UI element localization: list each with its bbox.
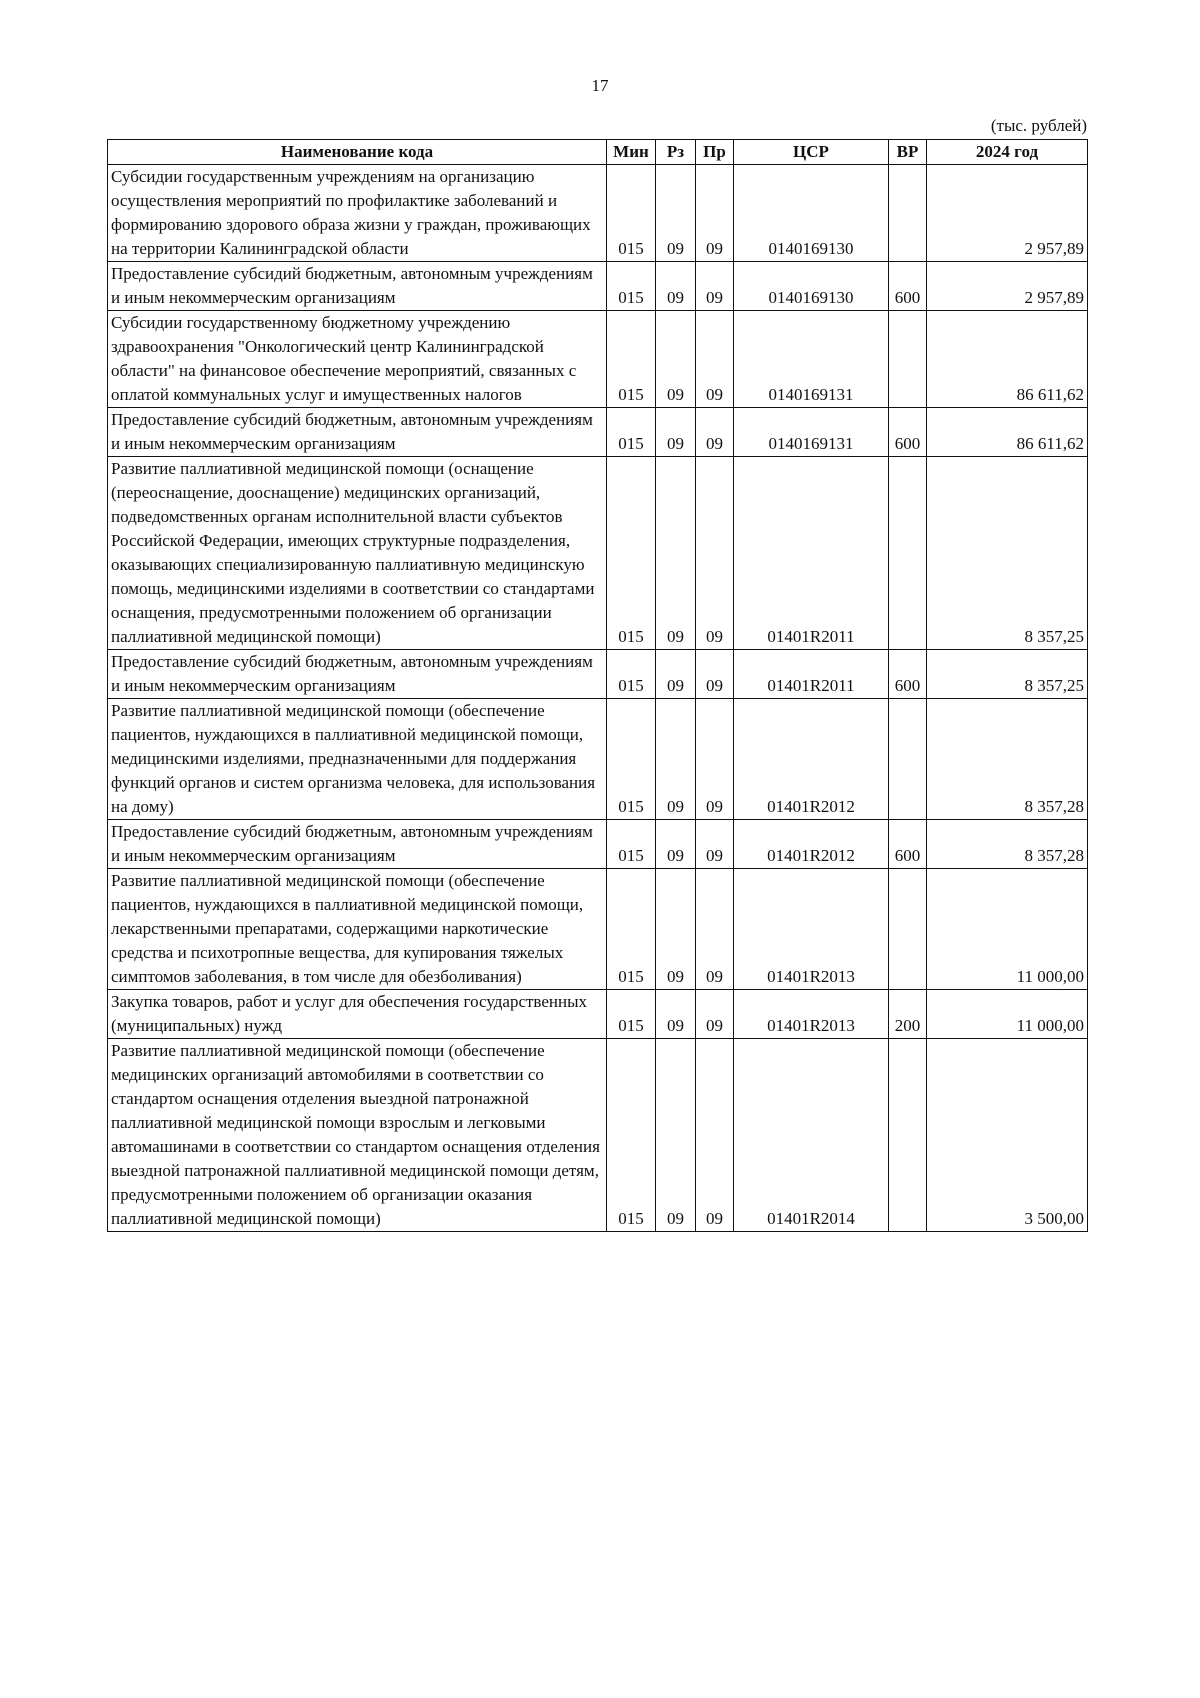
header-csr: ЦСР [734, 140, 889, 165]
cell-pr: 09 [696, 262, 734, 311]
cell-vr: 600 [889, 262, 927, 311]
table-row [108, 311, 1088, 408]
cell-vr [889, 1039, 927, 1232]
cell-vr [889, 869, 927, 990]
cell-vr [889, 311, 927, 408]
cell-pr: 09 [696, 699, 734, 820]
cell-name: Развитие паллиативной медицинской помощи (обеспечение медицинских организаций автомобилями в соответствии со стандартом оснащения отделения выездной патронажной паллиативной медицинской помощи взрослым и легковыми автомашинами в соответствии со стандартом оснащения отделения выездной патронажной паллиативной медицинской помощи детям, предусмотренными положением об организации оказания паллиативной медицинской помощи) [108, 1039, 607, 1232]
cell-csr: 01401R2012 [734, 699, 889, 820]
cell-csr: 0140169131 [734, 311, 889, 408]
table-row [108, 262, 1088, 311]
header-pr: Пр [696, 140, 734, 165]
header-rz: Рз [656, 140, 696, 165]
table-row [108, 1039, 1088, 1232]
cell-name: Развитие паллиативной медицинской помощи (обеспечение пациентов, нуждающихся в паллиативной медицинской помощи, медицинскими изделиями, предназначенными для поддержания функций органов и систем организма человека, для использования на дому) [108, 699, 607, 820]
cell-rz: 09 [656, 457, 696, 650]
cell-vr [889, 165, 927, 262]
cell-csr: 01401R2014 [734, 1039, 889, 1232]
cell-rz: 09 [656, 262, 696, 311]
cell-name: Развитие паллиативной медицинской помощи (обеспечение пациентов, нуждающихся в паллиативной медицинской помощи, лекарственными препаратами, содержащими наркотические средства и психотропные вещества, для купирования тяжелых симптомов заболевания, в том числе для обезболивания) [108, 869, 607, 990]
table-row [108, 408, 1088, 457]
cell-vr: 200 [889, 990, 927, 1039]
cell-min: 015 [607, 262, 656, 311]
cell-pr: 09 [696, 408, 734, 457]
cell-rz: 09 [656, 699, 696, 820]
cell-min: 015 [607, 311, 656, 408]
cell-name: Субсидии государственным учреждениям на организацию осуществления мероприятий по профилактике заболеваний и формированию здорового образа жизни у граждан, проживающих на территории Калининградской области [108, 165, 607, 262]
cell-csr: 01401R2013 [734, 869, 889, 990]
cell-pr: 09 [696, 820, 734, 869]
cell-amount: 86 611,62 [927, 311, 1088, 408]
header-name: Наименование кода [108, 140, 607, 165]
cell-rz: 09 [656, 650, 696, 699]
cell-min: 015 [607, 165, 656, 262]
table-header-row [108, 140, 1088, 165]
cell-vr: 600 [889, 408, 927, 457]
cell-csr: 01401R2011 [734, 650, 889, 699]
cell-min: 015 [607, 699, 656, 820]
cell-min: 015 [607, 408, 656, 457]
cell-csr: 0140169130 [734, 262, 889, 311]
cell-min: 015 [607, 990, 656, 1039]
cell-pr: 09 [696, 311, 734, 408]
cell-vr: 600 [889, 820, 927, 869]
cell-pr: 09 [696, 990, 734, 1039]
cell-amount: 8 357,28 [927, 699, 1088, 820]
cell-rz: 09 [656, 408, 696, 457]
header-vr: ВР [889, 140, 927, 165]
cell-csr: 0140169130 [734, 165, 889, 262]
cell-name: Предоставление субсидий бюджетным, автономным учреждениям и иным некоммерческим организациям [108, 650, 607, 699]
cell-vr [889, 457, 927, 650]
cell-amount: 8 357,28 [927, 820, 1088, 869]
cell-min: 015 [607, 1039, 656, 1232]
cell-amount: 8 357,25 [927, 650, 1088, 699]
cell-rz: 09 [656, 1039, 696, 1232]
cell-pr: 09 [696, 650, 734, 699]
cell-csr: 01401R2013 [734, 990, 889, 1039]
table-row [108, 699, 1088, 820]
cell-pr: 09 [696, 1039, 734, 1232]
cell-amount: 11 000,00 [927, 869, 1088, 990]
cell-amount: 2 957,89 [927, 165, 1088, 262]
cell-name: Закупка товаров, работ и услуг для обеспечения государственных (муниципальных) нужд [108, 990, 607, 1039]
cell-min: 015 [607, 869, 656, 990]
cell-rz: 09 [656, 311, 696, 408]
cell-pr: 09 [696, 869, 734, 990]
table-row [108, 650, 1088, 699]
cell-csr: 0140169131 [734, 408, 889, 457]
cell-csr: 01401R2012 [734, 820, 889, 869]
cell-rz: 09 [656, 820, 696, 869]
header-min: Мин [607, 140, 656, 165]
cell-name: Развитие паллиативной медицинской помощи (оснащение (переоснащение, дооснащение) медицинских организаций, подведомственных органам исполнительной власти субъектов Российской Федерации, имеющих структурные подразделения, оказывающих специализированную паллиативную медицинскую помощь, медицинскими изделиями в соответствии со стандартами оснащения, предусмотренными положением об организации паллиативной медицинской помощи) [108, 457, 607, 650]
table-row [108, 990, 1088, 1039]
cell-rz: 09 [656, 990, 696, 1039]
table-row [108, 869, 1088, 990]
page-number: 17 [591, 76, 609, 95]
cell-pr: 09 [696, 165, 734, 262]
cell-rz: 09 [656, 869, 696, 990]
cell-name: Субсидии государственному бюджетному учреждению здравоохранения "Онкологический центр Калининградской области" на финансовое обеспечение мероприятий, связанных с оплатой коммунальных услуг и имущественных налогов [108, 311, 607, 408]
table-row [108, 165, 1088, 262]
cell-rz: 09 [656, 165, 696, 262]
cell-name: Предоставление субсидий бюджетным, автономным учреждениям и иным некоммерческим организациям [108, 408, 607, 457]
cell-amount: 8 357,25 [927, 457, 1088, 650]
cell-amount: 2 957,89 [927, 262, 1088, 311]
cell-min: 015 [607, 457, 656, 650]
units-label: (тыс. рублей) [990, 116, 1087, 135]
cell-name: Предоставление субсидий бюджетным, автономным учреждениям и иным некоммерческим организациям [108, 262, 607, 311]
cell-amount: 3 500,00 [927, 1039, 1088, 1232]
table-row [108, 457, 1088, 650]
cell-vr: 600 [889, 650, 927, 699]
cell-pr: 09 [696, 457, 734, 650]
cell-min: 015 [607, 820, 656, 869]
cell-amount: 86 611,62 [927, 408, 1088, 457]
cell-amount: 11 000,00 [927, 990, 1088, 1039]
budget-table [107, 139, 1088, 1232]
cell-csr: 01401R2011 [734, 457, 889, 650]
cell-min: 015 [607, 650, 656, 699]
header-year: 2024 год [927, 140, 1088, 165]
table-row [108, 820, 1088, 869]
cell-name: Предоставление субсидий бюджетным, автономным учреждениям и иным некоммерческим организациям [108, 820, 607, 869]
cell-vr [889, 699, 927, 820]
